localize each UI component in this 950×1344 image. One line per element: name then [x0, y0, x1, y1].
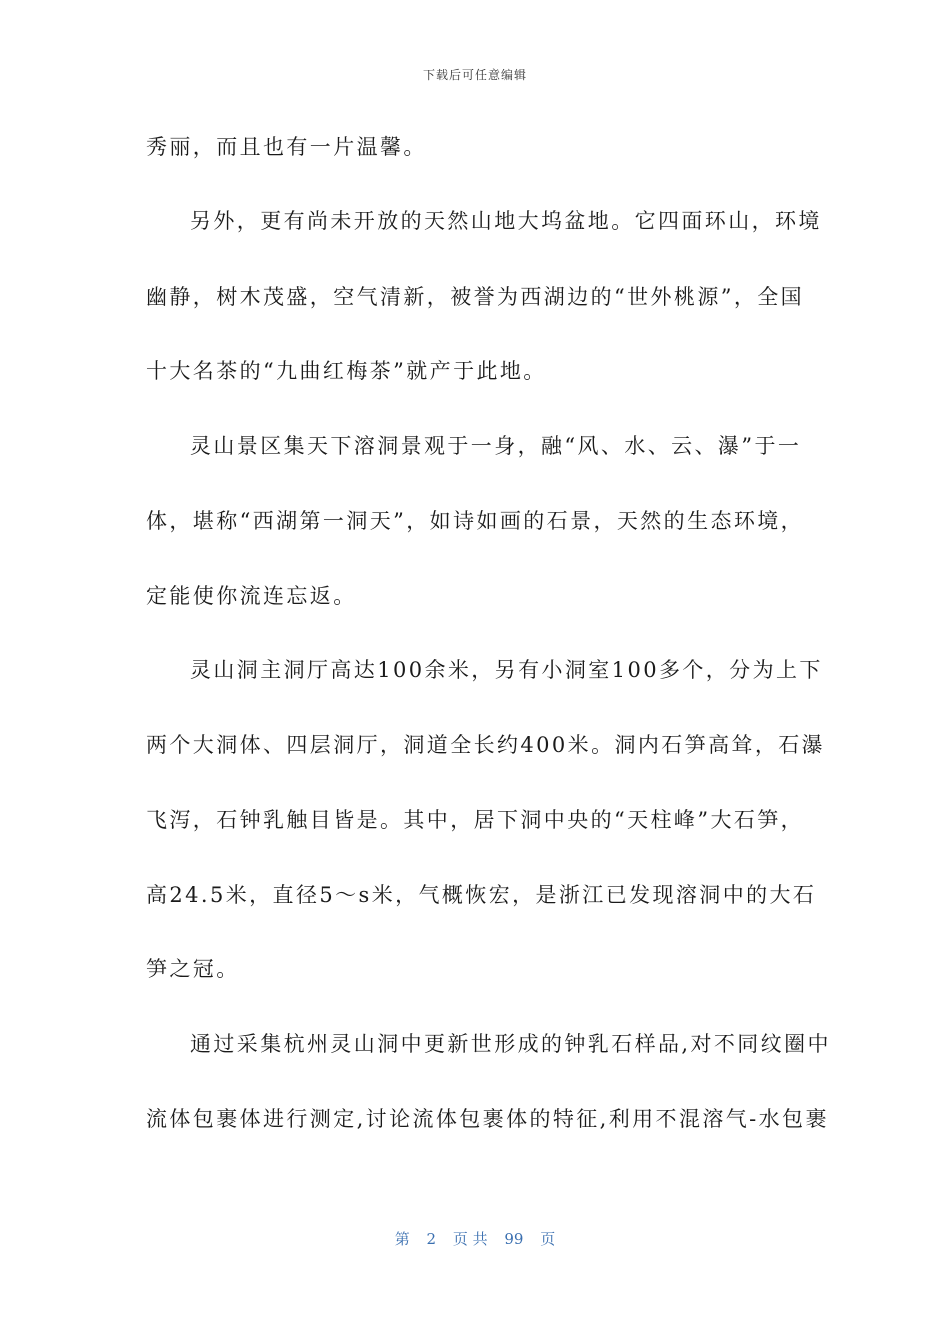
text-line: 两个大洞体、四层洞厅，洞道全长约400米。洞内石笋高耸，石瀑	[146, 733, 826, 757]
text-line: 十大名茶的“九曲红梅茶”就产于此地。	[146, 359, 547, 383]
page-label-mid: 页 共	[452, 1230, 488, 1248]
text-line: 高24.5米，直径5～s米，气概恢宏，是浙江已发现溶洞中的大石	[146, 883, 817, 907]
paragraph-start-line: 通过采集杭州灵山洞中更新世形成的钟乳石样品,对不同纹圈中	[190, 1032, 831, 1056]
text-line: 流体包裹体进行测定,讨论流体包裹体的特征,利用不混溶气-水包裹	[146, 1107, 829, 1131]
text-line: 体，堪称“西湖第一洞天”，如诗如画的石景，天然的生态环境，	[146, 509, 805, 533]
paragraph-start-line: 灵山洞主洞厅高达100余米，另有小洞室100多个，分为上下	[190, 658, 823, 682]
page-label-prefix: 第	[394, 1230, 410, 1248]
page-total-number: 99	[504, 1230, 524, 1248]
paragraph-start-line: 灵山景区集天下溶洞景观于一身，融“风、水、云、瀑”于一	[190, 434, 802, 458]
text-line: 飞泻，石钟乳触目皆是。其中，居下洞中央的“天柱峰”大石笋，	[146, 808, 805, 832]
text-line: 笋之冠。	[146, 957, 240, 981]
page-header: 下载后可任意编辑	[422, 68, 527, 82]
text-line: 幽静，树木茂盛，空气清新，被誉为西湖边的“世外桃源”，全国	[146, 285, 805, 309]
paragraph-start-line: 另外，更有尚未开放的天然山地大坞盆地。它四面环山，环境	[190, 209, 822, 233]
page-label-suffix: 页	[540, 1230, 556, 1248]
text-line: 定能使你流连忘返。	[146, 584, 357, 608]
page-footer	[0, 1228, 950, 1249]
text-line: 秀丽，而且也有一片温馨。	[146, 135, 427, 159]
page-current-number: 2	[426, 1230, 437, 1248]
